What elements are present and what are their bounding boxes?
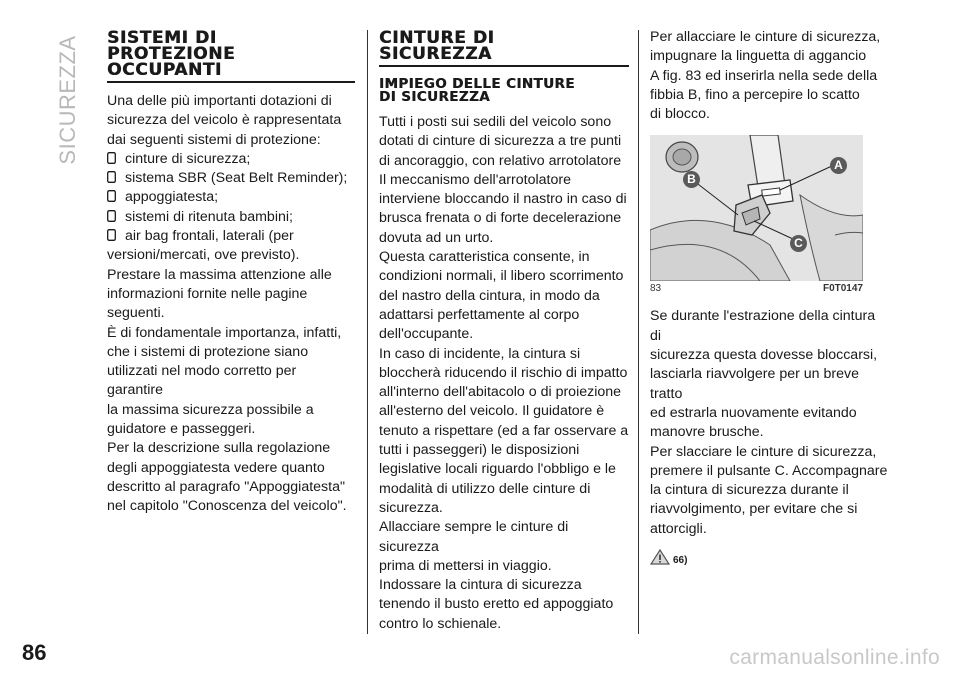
- figure-code: F0T0147: [822, 283, 863, 295]
- square-bullet-icon: [107, 210, 116, 222]
- body-paragraph: Se durante l'estrazione della cintura di sicurezza questa dovesse bloccarsi, lasciarla riavvolgere per un breve tratto ed estrarla nuovamente evitando manovre brusche.: [650, 308, 878, 441]
- section-heading-protection: SISTEMI DI PROTEZIONE OCCUPANTI: [107, 28, 236, 80]
- figure-caption: [650, 281, 863, 297]
- column-divider-left: [367, 30, 368, 634]
- body-paragraph: Per allacciare le cinture di sicurezza, impugnare la linguetta di aggancio A fig. 83 ed inserirla nella sede della fibbia B, fino a percepire lo scatto di blocco.: [650, 29, 881, 123]
- list-item-text: cinture di sicurezza;: [125, 150, 251, 167]
- heading-rule: [379, 65, 629, 67]
- body-paragraph: Prestare la massima attenzione alle informazioni fornite nelle pagine seguenti.: [107, 266, 332, 322]
- warning-triangle-icon: [650, 549, 670, 565]
- figure-number: 83: [650, 283, 662, 295]
- square-bullet-icon: [107, 190, 116, 202]
- column-3: [650, 28, 890, 566]
- list-item-text: sistema SBR (Seat Belt Reminder);: [125, 170, 348, 187]
- body-paragraph: Per slacciare le cinture di sicurezza, premere il pulsante C. Accompagnare la cintura di sicurezza durante il riavvolgimento, per evitare che si attorcigli.: [650, 443, 888, 537]
- body-paragraph: Indossare la cintura di sicurezza tenendo il busto eretto ed appoggiato contro lo schienale.: [379, 577, 614, 632]
- seat-belt-figure: [650, 135, 863, 281]
- list-item: [107, 169, 355, 188]
- label-b-text: B: [687, 172, 696, 187]
- seat-belt-illustration: [650, 135, 863, 281]
- list-item: [107, 150, 355, 169]
- square-bullet-icon: [107, 229, 116, 241]
- square-bullet-icon: [107, 171, 116, 183]
- list-item: [107, 188, 355, 207]
- list-item: [107, 208, 355, 227]
- warning-reference: [650, 547, 890, 566]
- list-item-text: air bag frontali, laterali (per versioni/mercati, ove previsto).: [107, 228, 300, 264]
- column-2: [379, 30, 629, 634]
- list-item-text: sistemi di ritenuta bambini;: [125, 208, 293, 225]
- body-paragraph: Allacciare sempre le cinture di sicurezza prima di mettersi in viaggio.: [379, 519, 569, 574]
- chapter-sidebar-label: SICUREZZA: [55, 35, 80, 165]
- body-paragraph: Tutti i posti sui sedili del veicolo sono dotati di cinture di sicurezza a tre punti di ancoraggio, con relativo arrotolatore Il meccanismo dell'arrotolatore interviene bloccando il nastro in caso di brusca frenata o di forte decelerazione dovuta ad un urto.: [379, 114, 627, 246]
- heading-rule: [107, 81, 355, 83]
- body-paragraph: Per la descrizione sulla regolazione degli appoggiatesta vedere quanto descritto al paragrafo "Appoggiatesta" nel capitolo "Conoscenza del veicolo".: [107, 440, 347, 515]
- protection-systems-list: [107, 150, 355, 266]
- column-1: [107, 30, 355, 517]
- label-c-text: C: [794, 236, 803, 251]
- section-heading-seat-belts: CINTURE DI SICUREZZA: [379, 28, 495, 64]
- column-divider-right: [638, 30, 639, 634]
- watermark-text: carmanualsonline.info: [729, 646, 940, 669]
- subsection-heading: IMPIEGO DELLE CINTURE DI SICUREZZA: [379, 76, 575, 105]
- list-item: [107, 227, 355, 266]
- list-item-text: appoggiatesta;: [125, 189, 219, 206]
- page-number: 86: [22, 640, 47, 665]
- square-bullet-icon: [107, 152, 116, 164]
- warning-reference-number: 66): [673, 555, 688, 567]
- body-paragraph: È di fondamentale importanza, infatti, che i sistemi di protezione siano utilizzati nel modo corretto per garantire la massima sicurezza possibile a guidatore e passeggeri.: [107, 324, 342, 438]
- chapter-sidebar-title: [48, 30, 88, 170]
- label-a-text: A: [834, 158, 843, 173]
- intro-paragraph: Una delle più importanti dotazioni di sicurezza del veicolo è rappresentata dai seguenti sistemi di protezione:: [107, 93, 342, 148]
- body-paragraph: In caso di incidente, la cintura si bloccherà riducendo il rischio di impatto all'interno dell'abitacolo o di proiezione all'esterno del veicolo. Il guidatore è tenuto a rispettare (ed a far osservare a tutti i passeggeri) le disposizioni legislative locali riguardo l'obbligo e le modalità di utilizzo delle cinture di sicurezza.: [379, 345, 629, 516]
- body-paragraph: Questa caratteristica consente, in condizioni normali, il libero scorrimento del nastro della cintura, in modo da adattarsi perfettamente al corpo dell'occupante.: [379, 249, 624, 343]
